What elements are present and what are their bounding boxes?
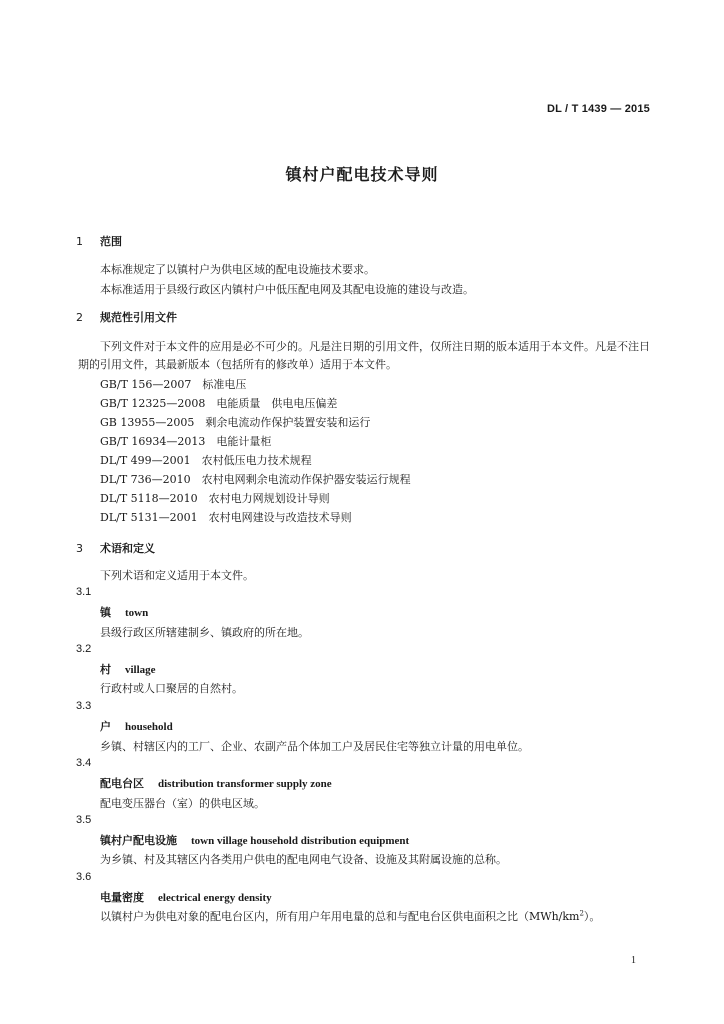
reference-item: DL/T 5131—2001 农村电网建设与改造技术导则	[100, 511, 352, 524]
section-number: 3	[76, 542, 83, 555]
term-number: 3.2	[76, 643, 92, 655]
term-en: town	[125, 607, 149, 619]
superscript: 2	[579, 909, 584, 918]
term-zh: 电量密度	[100, 891, 144, 904]
term-number: 3.1	[76, 586, 92, 598]
term-zh: 村	[100, 663, 111, 676]
term-en: village	[125, 664, 156, 676]
term-definition: 为乡镇、村及其辖区内各类用户供电的配电网电气设备、设施及其附属设施的总称。	[100, 853, 507, 866]
term-heading	[100, 661, 156, 677]
section-3-heading	[76, 540, 155, 556]
references-intro: 下列文件对于本文件的应用是必不可少的。凡是注日期的引用文件，仅所注日期的版本适用于本文件。凡是不注日期的引用文件，其最新版本（包括所有的修改单）适用于本文件。	[78, 340, 650, 371]
term-zh: 配电台区	[100, 777, 144, 790]
scope-paragraph-2: 本标准适用于县级行政区内镇村户中低压配电网及其配电设施的建设与改造。	[100, 283, 474, 296]
section-title: 术语和定义	[100, 542, 155, 555]
section-number: 1	[76, 235, 83, 248]
document-title: 镇村户配电技术导则	[285, 165, 439, 184]
term-number: 3.6	[76, 871, 92, 883]
standard-code: DL / T 1439 — 2015	[546, 103, 650, 115]
term-en: household	[125, 721, 173, 733]
page-number: 1	[631, 955, 636, 966]
section-2-heading	[76, 309, 177, 325]
reference-item: DL/T 5118—2010 农村电力网规划设计导则	[100, 492, 330, 505]
section-number: 2	[76, 311, 83, 324]
reference-item: GB/T 156—2007 标准电压	[100, 378, 247, 391]
term-definition: 县级行政区所辖建制乡、镇政府的所在地。	[100, 626, 309, 639]
term-number: 3.5	[76, 814, 92, 826]
reference-item: GB/T 16934—2013 电能计量柜	[100, 435, 272, 448]
term-en: electrical energy density	[158, 892, 272, 904]
term-zh: 镇	[100, 606, 111, 619]
term-number: 3.4	[76, 757, 92, 769]
reference-item: DL/T 499—2001 农村低压电力技术规程	[100, 454, 312, 467]
term-zh: 镇村户配电设施	[100, 834, 177, 847]
term-number: 3.3	[76, 700, 92, 712]
terms-intro: 下列术语和定义适用于本文件。	[100, 569, 254, 582]
term-heading	[100, 832, 409, 848]
term-en: town village household distribution equipment	[191, 835, 410, 847]
term-en: distribution transformer supply zone	[158, 778, 332, 790]
term-zh: 户	[100, 720, 111, 733]
section-title: 范围	[100, 235, 122, 248]
section-title: 规范性引用文件	[100, 311, 177, 324]
scope-paragraph-1: 本标准规定了以镇村户为供电区域的配电设施技术要求。	[100, 263, 375, 276]
term-definition: 行政村或人口聚居的自然村。	[100, 682, 243, 695]
term-heading	[100, 775, 332, 791]
section-1-heading	[76, 233, 122, 249]
reference-item: GB 13955—2005 剩余电流动作保护装置安装和运行	[100, 416, 371, 429]
term-heading	[100, 889, 272, 905]
term-definition: 配电变压器台（室）的供电区域。	[100, 797, 265, 810]
term-heading	[100, 718, 173, 734]
term-heading	[100, 604, 148, 620]
term-definition: 乡镇、村辖区内的工厂、企业、农副产品个体加工户及居民住宅等独立计量的用电单位。	[100, 740, 529, 753]
term-definition-text: 以镇村户为供电对象的配电台区内，所有用户年用电量的总和与配电台区供电面积之比（MWh/km	[100, 910, 580, 923]
reference-item: GB/T 12325—2008 电能质量 供电电压偏差	[100, 397, 338, 410]
term-definition	[100, 908, 600, 924]
reference-item: DL/T 736—2010 农村电网剩余电流动作保护器安装运行规程	[100, 473, 411, 486]
term-definition-end: ）。	[583, 910, 601, 923]
